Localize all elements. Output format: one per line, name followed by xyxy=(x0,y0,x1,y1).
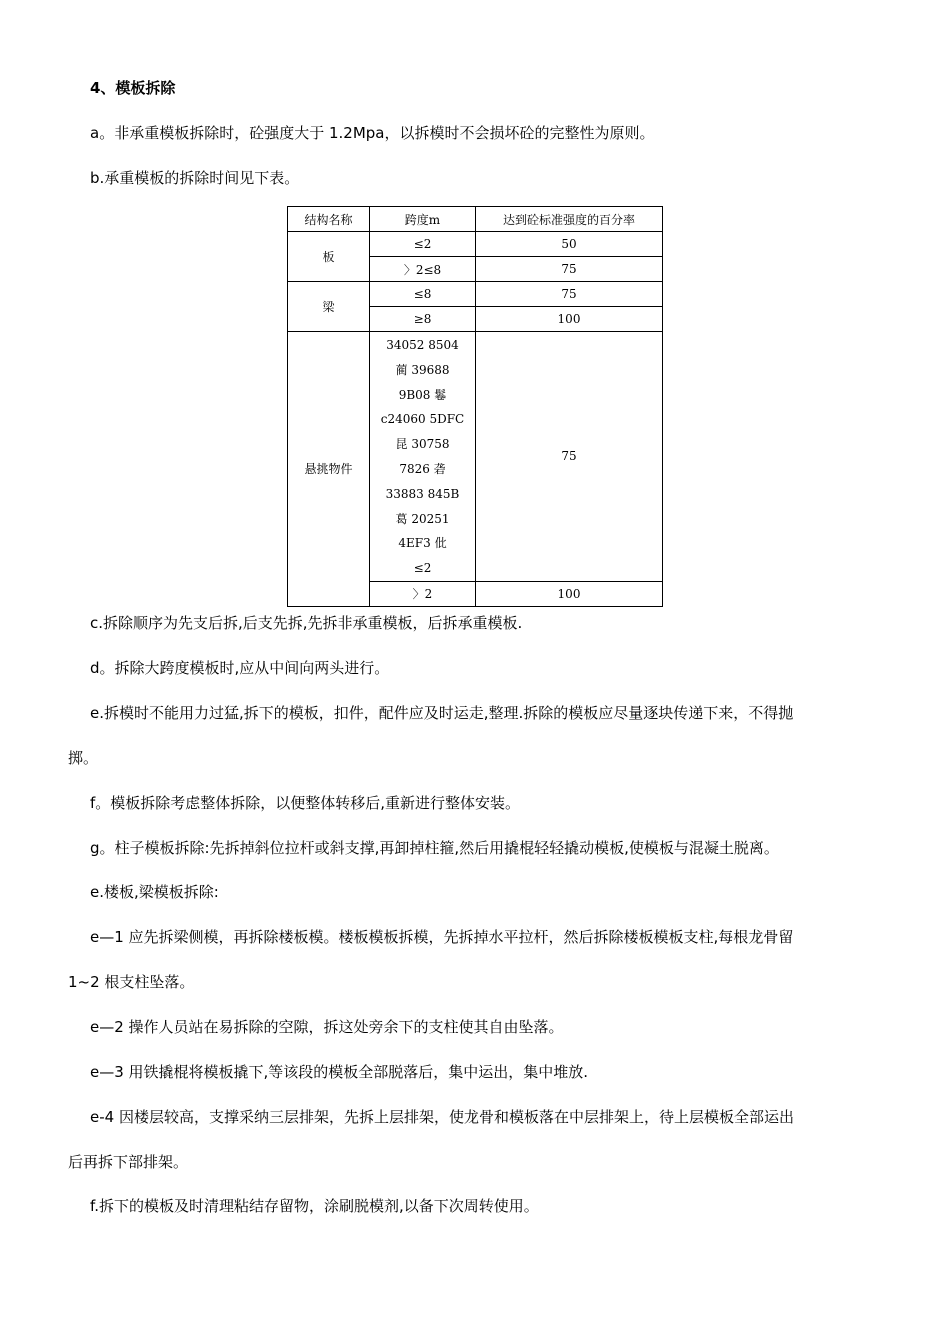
paragraph-b: b.承重模板的拆除时间见下表。 xyxy=(90,169,300,187)
paragraph-c: c.拆除顺序为先支后拆,后支先拆,先拆非承重模板，后拆承重模板. xyxy=(90,614,523,632)
span-cell: 〉2≤8 xyxy=(370,257,476,282)
span-line: 34052 8504 xyxy=(386,338,459,352)
table-row xyxy=(288,282,663,307)
span-line: 7826 砻 xyxy=(399,461,446,476)
paragraph-g: g。柱子模板拆除:先拆掉斜位拉杆或斜支撑,再卸掉柱箍,然后用撬棍轻轻撬动模板,使模板与混凝土脱离。 xyxy=(90,839,779,857)
paragraph-e3: e—3 用铁撬棍将模板撬下,等该段的模板全部脱落后，集中运出，集中堆放. xyxy=(90,1063,589,1081)
span-line: 昆 30758 xyxy=(395,437,450,452)
percent-cell: 75 xyxy=(476,257,663,282)
slab-name-cell: 板 xyxy=(288,232,370,282)
table-row xyxy=(288,332,663,582)
header-span: 跨度m xyxy=(370,207,476,232)
section-heading: 4、模板拆除 xyxy=(90,79,176,97)
span-cell: ≤8 xyxy=(370,282,476,307)
cantilever-name-cell: 悬挑物件 xyxy=(288,332,370,607)
table-row xyxy=(288,232,663,257)
paragraph-e1-line1: e—1 应先拆梁侧模，再拆除楼板模。楼板模板拆模，先拆掉水平拉杆，然后拆除楼板模板支柱,每根龙骨留 xyxy=(90,928,794,946)
span-line: 4EF3 仳 xyxy=(398,536,447,551)
paragraph-f: f。模板拆除考虑整体拆除，以便整体转移后,重新进行整体安装。 xyxy=(90,794,521,812)
paragraph-e4-line2: 后再拆下部排架。 xyxy=(68,1153,189,1171)
paragraph-d: d。拆除大跨度模板时,应从中间向两头进行。 xyxy=(90,659,390,677)
formwork-removal-table xyxy=(287,206,663,607)
percent-cell: 100 xyxy=(476,581,663,606)
table-header-row xyxy=(288,207,663,232)
paragraph-e2: e—2 操作人员站在易拆除的空隙，拆这处旁余下的支柱使其自由坠落。 xyxy=(90,1018,564,1036)
percent-cell: 50 xyxy=(476,232,663,257)
cantilever-span-cell xyxy=(370,332,476,582)
span-line: 葛 20251 xyxy=(395,511,450,526)
span-cell: ≥8 xyxy=(370,307,476,332)
header-structure-name: 结构名称 xyxy=(288,207,370,232)
span-line: 9B08 鬈 xyxy=(398,387,447,402)
paragraph-a: a。非承重模板拆除时，砼强度大于 1.2Mpa，以拆模时不会损坏砼的完整性为原则。 xyxy=(90,124,655,142)
paragraph-f2: f.拆下的模板及时清理粘结存留物，涂刷脱模剂,以备下次周转使用。 xyxy=(90,1197,539,1215)
paragraph-e-line1: e.拆模时不能用力过猛,拆下的模板，扣件，配件应及时运走,整理.拆除的模板应尽量逐块传递下来，不得抛 xyxy=(90,704,794,722)
span-line: 33883 845B xyxy=(385,486,460,501)
percent-cell: 75 xyxy=(476,332,663,582)
paragraph-e4-line1: e-4 因楼层较高，支撑采纳三层排架，先拆上层排架，使龙骨和模板落在中层排架上，待上层模板全部运出 xyxy=(90,1108,794,1126)
span-cell: 〉2 xyxy=(370,581,476,606)
paragraph-e1-line2: 1~2 根支柱坠落。 xyxy=(68,973,195,991)
span-cell: ≤2 xyxy=(370,232,476,257)
span-line: c24060 5DFC xyxy=(380,412,465,427)
span-line: ≤2 xyxy=(413,561,432,576)
header-strength-percent: 达到砼标准强度的百分率 xyxy=(476,207,663,232)
percent-cell: 75 xyxy=(476,282,663,307)
beam-name-cell: 梁 xyxy=(288,282,370,332)
paragraph-e-line2: 掷。 xyxy=(68,749,99,767)
span-line: 蔺 39688 xyxy=(395,362,450,377)
paragraph-e-floor-beam: e.楼板,梁模板拆除: xyxy=(90,883,219,901)
percent-cell: 100 xyxy=(476,307,663,332)
